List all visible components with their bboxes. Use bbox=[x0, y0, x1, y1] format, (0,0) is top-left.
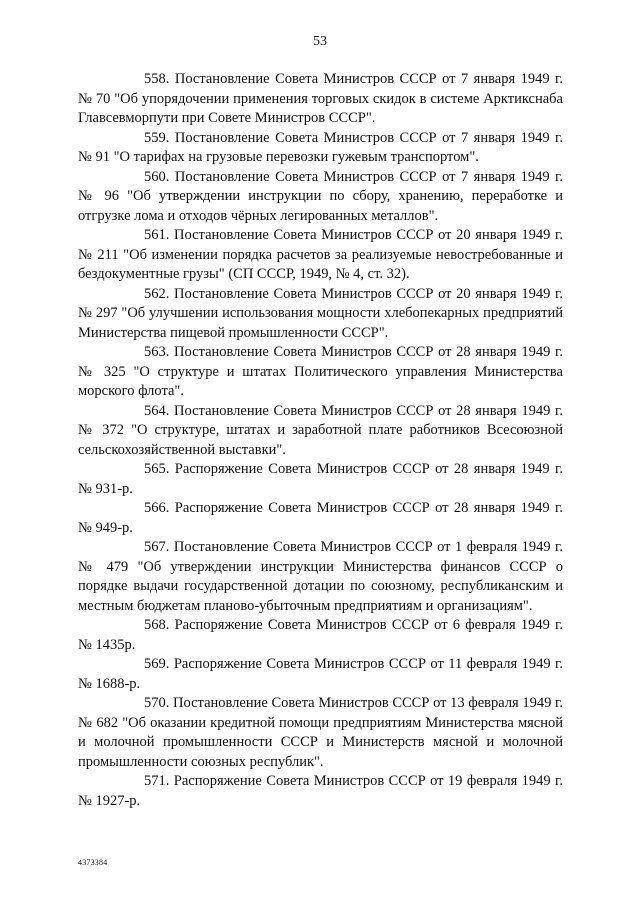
entry-text: 565. Распоряжение Совета Министров СССР от 28 января 1949 г. № 931-р. bbox=[78, 461, 563, 497]
entry-text: 558. Постановление Совета Министров СССР от 7 января 1949 г. № 70 "Об упорядочении применения торговых скидок в системе Арктикснаба Главсевморпути при Совете Министров СССР". bbox=[78, 71, 563, 126]
entry-text: 567. Постановление Совета Министров СССР от 1 февраля 1949 г. № 479 "Об утверждении инструкции Министерства финансов СССР о порядке выдачи государственной дотации по союзному, республиканским и местным бюджетам планово-убыточным предприятиям и организациям". bbox=[78, 539, 563, 614]
entry-text: 563. Постановление Совета Министров СССР от 28 января 1949 г. № 325 "О структуре и штатах Политического управления Министерства морского флота". bbox=[78, 344, 563, 399]
list-item bbox=[78, 285, 563, 344]
entry-text: 570. Постановление Совета Министров СССР от 13 февраля 1949 г. № 682 "Об оказании кредитной помощи предприятиям Министерства мясной и молочной промышленности СССР и Министерств мясной и молочной промышленности союзных республик". bbox=[78, 695, 563, 770]
list-item bbox=[78, 129, 563, 168]
entry-text: 561. Постановление Совета Министров СССР от 20 января 1949 г. № 211 "Об изменении порядка расчетов за реализуемые невостребованные и бездокументные грузы" (СП СССР, 1949, № 4, ст. 32). bbox=[78, 227, 563, 282]
entry-text: 566. Распоряжение Совета Министров СССР от 28 января 1949 г. № 949-р. bbox=[78, 500, 563, 536]
entry-text: 571. Распоряжение Совета Министров СССР от 19 февраля 1949 г. № 1927-р. bbox=[78, 773, 563, 809]
list-item bbox=[78, 168, 563, 227]
list-item bbox=[78, 616, 563, 655]
entry-text: 569. Распоряжение Совета Министров СССР от 11 февраля 1949 г. № 1688-р. bbox=[78, 656, 563, 692]
list-item bbox=[78, 655, 563, 694]
entry-list bbox=[78, 70, 563, 811]
list-item bbox=[78, 499, 563, 538]
entry-text: 559. Постановление Совета Министров СССР от 7 января 1949 г. № 91 "О тарифах на грузовые перевозки гужевым транспортом". bbox=[78, 129, 563, 165]
list-item bbox=[78, 343, 563, 402]
list-item bbox=[78, 226, 563, 285]
list-item bbox=[78, 70, 563, 129]
list-item bbox=[78, 538, 563, 616]
page-number: 53 bbox=[313, 34, 327, 49]
entry-text: 560. Постановление Совета Министров СССР от 7 января 1949 г. № 96 "Об утверждении инструкции по сбору, хранению, переработке и отгрузке лома и отходов чёрных легированных металлов". bbox=[78, 168, 563, 224]
entry-text: 568. Распоряжение Совета Министров СССР от 6 февраля 1949 г. № 1435р. bbox=[78, 617, 563, 653]
document-code: 4373384 bbox=[78, 858, 108, 867]
list-item bbox=[78, 772, 563, 811]
list-item bbox=[78, 402, 563, 461]
list-item bbox=[78, 694, 563, 772]
entry-text: 562. Постановление Совета Министров СССР от 20 января 1949 г. № 297 "Об улучшении использования мощности хлебопекарных предприятий Министерства пищевой промышленности СССР". bbox=[78, 285, 563, 341]
list-item bbox=[78, 460, 563, 499]
entry-text: 564. Постановление Совета Министров СССР от 28 января 1949 г. № 372 "О структуре, штатах и заработной плате работников Всесоюзной сельскохозяйственной выставки". bbox=[78, 402, 563, 458]
